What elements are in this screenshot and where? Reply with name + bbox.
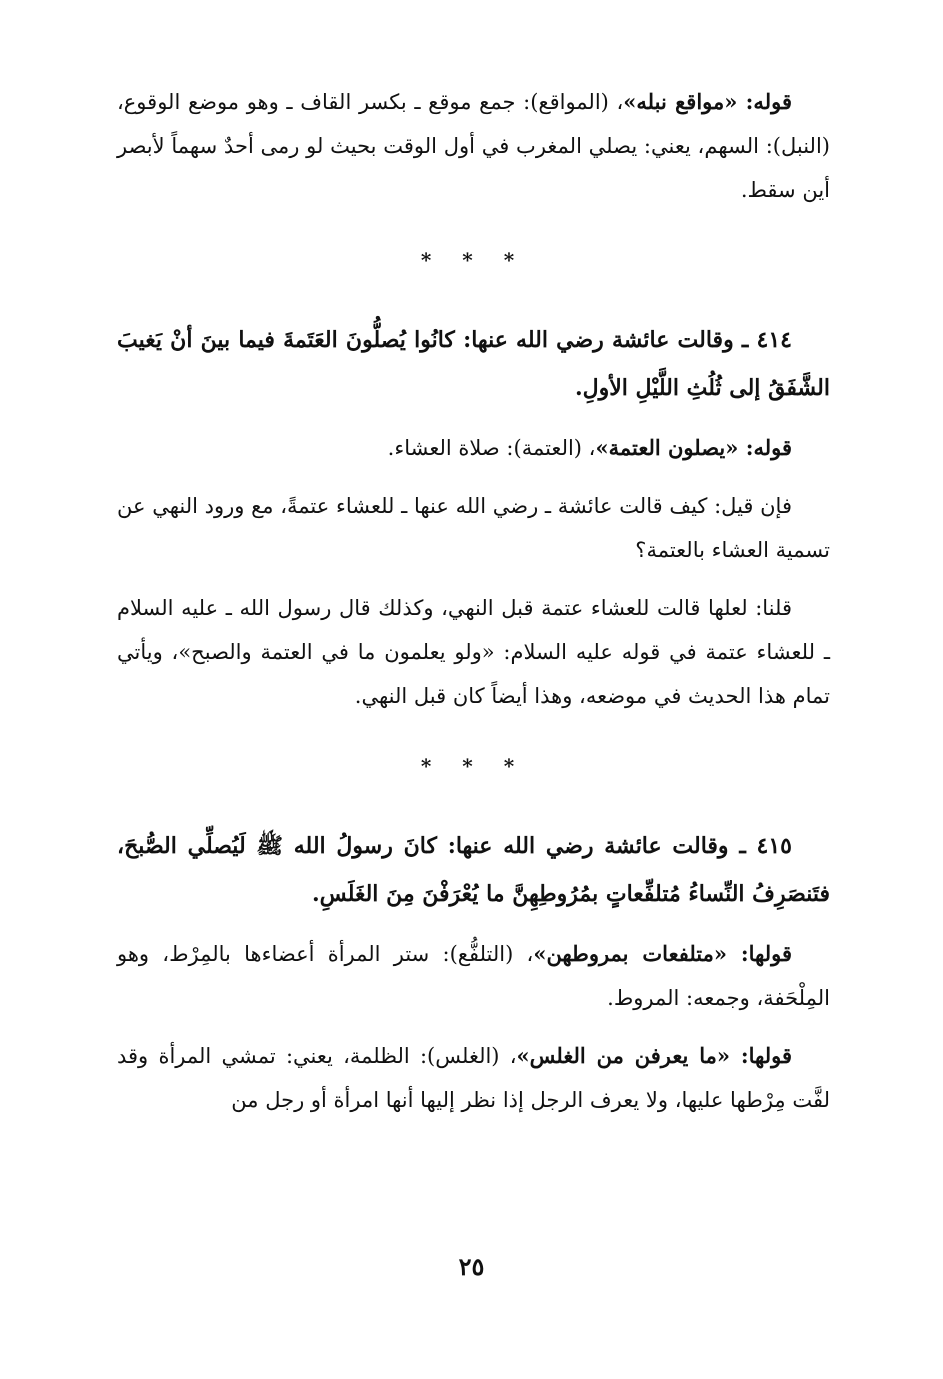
commentary-text: ، (المواقع): جمع موقع ـ بكسر القاف ـ وهو موضع الوقوع، (النبل): السهم، يعني: يصلي المغرب في أول الوقت بحيث لو رمى أحدٌ سهماً لأبصر أين سقط. (117, 90, 830, 202)
commentary-text: ، (العتمة): صلاة العشاء. (387, 436, 596, 460)
commentary-text: ، (التلفُّع): ستر المرأة أعضاءها بالمِرْط، وهو المِلْحَفة، وجمعه: المروط. (117, 942, 830, 1010)
quoted-phrase: قولها: «متلفعات بمروطهن» (533, 941, 792, 966)
commentary-paragraph-3: فإن قيل: كيف قالت عائشة ـ رضي الله عنها ـ للعشاء عتمةً، مع ورود النهي عن تسمية العشاء بالعتمة؟ (117, 494, 830, 562)
section-separator: * * * (420, 754, 527, 778)
section-separator: * * * (420, 248, 527, 272)
commentary-text: ، (الغلس): الظلمة، يعني: تمشي المرأة وقد لفَّت مِرْطها عليها، ولا يعرف الرجل إذا نظر إليها أنها امرأة أو رجل من (117, 1044, 830, 1112)
hadith-415: ٤١٥ ـ وقالت عائشة رضي الله عنها: كانَ رسولُ الله ﷺ لَيُصلِّي الصُّبحَ، فتَنصَرِفُ النِّساءُ مُتلفِّعاتٍ بمُرُوطِهِنَّ ما يُعْرَفْنَ مِنَ الغَلَسِ. (117, 833, 830, 907)
quoted-phrase: قوله: «مواقع نبله» (623, 89, 792, 114)
page-number: ٢٥ (458, 1252, 485, 1281)
commentary-paragraph-4: قلنا: لعلها قالت للعشاء عتمة قبل النهي، وكذلك قال رسول الله ـ عليه السلام ـ للعشاء عتمة في قوله عليه السلام: «ولو يعلمون ما في العتمة والصبح»، ويأتي تمام هذا الحديث في موضعه، وهذا أيضاً كان قبل النهي. (117, 596, 830, 708)
quoted-phrase: قولها: «ما يعرفن من الغلس» (516, 1043, 792, 1068)
commentary-paragraph-6 (117, 1034, 830, 1122)
commentary-paragraph-1 (117, 80, 830, 212)
commentary-paragraph-2 (117, 426, 830, 470)
hadith-414: ٤١٤ ـ وقالت عائشة رضي الله عنها: كانُوا يُصلُّونَ العَتَمةَ فيما بينَ أنْ يَغيبَ الشَّفَقُ إلى ثُلُثِ اللَّيْلِ الأولِ. (117, 327, 830, 401)
quoted-phrase: قوله: «يصلون العتمة» (595, 435, 792, 460)
commentary-paragraph-5 (117, 932, 830, 1020)
